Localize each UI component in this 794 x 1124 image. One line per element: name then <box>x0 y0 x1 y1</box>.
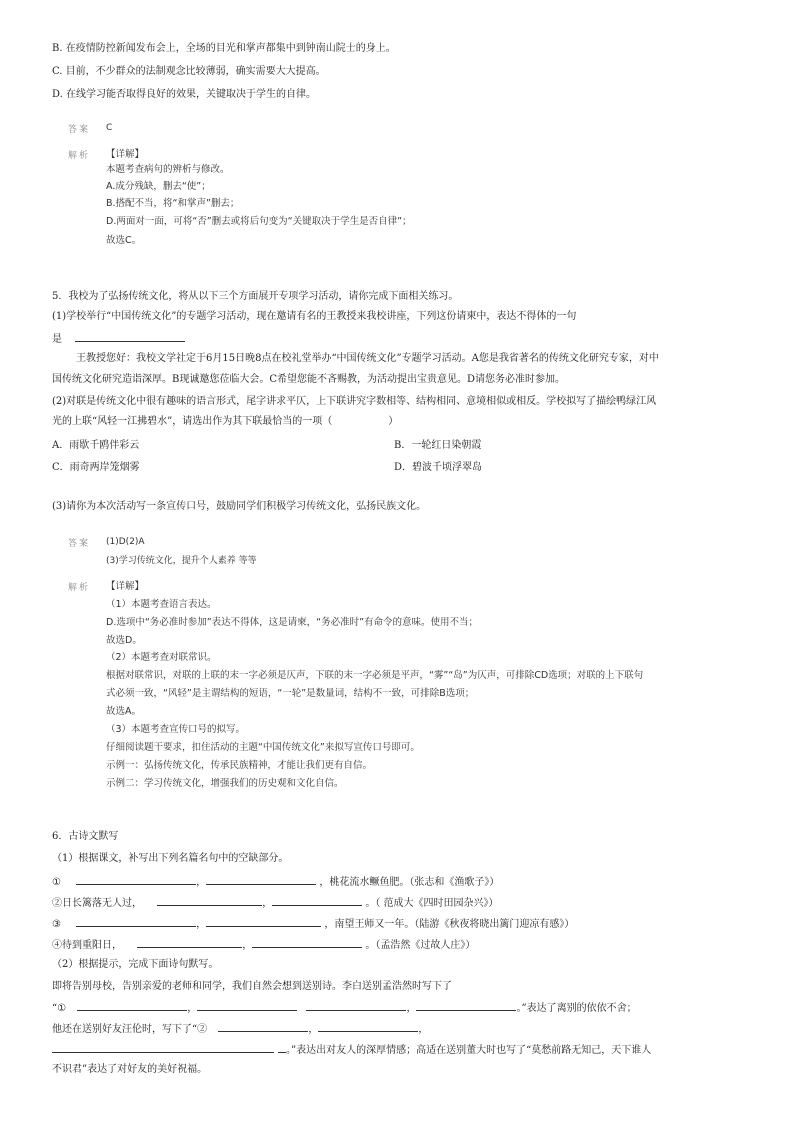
q6-para-line3: 他还在送别好友汪伦时，写下了“② ， ， <box>52 1021 428 1037</box>
q6-para-blank3[interactable] <box>306 1000 406 1011</box>
q6-line4-blank1[interactable] <box>137 937 242 948</box>
q5-part1-tail: 是 <box>52 331 185 347</box>
q6-line3-blank1[interactable] <box>76 916 196 927</box>
q5-analysis-line: 故选A。 <box>106 706 141 717</box>
q6-sub2: （2）根据提示，完成下面诗句默写。 <box>52 959 219 970</box>
q5-stem: 5．我校为了弘扬传统文化，将从以下三个方面展开专项学习活动，请你完成下面相关练习。 <box>52 291 459 302</box>
q6-line4: ④待到重阳日， ， 。（孟浩然《过故人庄》） <box>52 937 475 953</box>
q5-option-c: C．雨奇两岸笼烟雾 <box>52 462 140 473</box>
q5-analysis-line: （1）本题考查语言表达。 <box>106 599 217 610</box>
q6-para-blank6[interactable] <box>318 1021 418 1032</box>
q5-analysis-line: 式必须一致，“风轻”是主谓结构的短语，“一轮”是数量词，结构不一致，可排除B选项； <box>106 688 475 699</box>
q6-line2: ②日长篱落无人过， ， 。（ 范成大《四时田园杂兴》） <box>52 895 499 911</box>
q5-analysis-line: 【详解】 <box>106 581 145 592</box>
q6-para-blank1[interactable] <box>77 1000 187 1011</box>
q5-option-b: B．一轮红日染朝霞 <box>394 440 482 451</box>
q6-line4-blank2[interactable] <box>252 937 362 948</box>
q5-analysis-line: 示例一：弘扬传统文化，传承民族精神，才能让我们更有自信。 <box>106 760 373 771</box>
q5-part2-text: (2)对联是传统文化中很有趣味的语言形式，尾字讲求平仄，上下联讲究字数相等、结构相同、意境相似或相反。学校拟写了描绘鸭绿江风 <box>52 396 657 407</box>
q6-line2-blank2[interactable] <box>272 895 362 906</box>
q4-option-c: C. 目前，不少群众的法制观念比较薄弱，确实需要大大提高。 <box>52 66 326 77</box>
q4-analysis-label: 解析 <box>68 151 91 161</box>
q5-letter-line1: 王教授您好：我校文学社定于6月15日晚8点在校礼堂举办“中国传统文化”专题学习活动。A您是我省著名的传统文化研究专家，对中 <box>76 353 659 364</box>
q6-para-blank4[interactable] <box>416 1000 516 1011</box>
q6-sub1: （1）根据课文，补写出下列名篇名句中的空缺部分。 <box>52 853 289 864</box>
q6-line3: ③ ， ，南望王师又一年。（陆游《秋夜将晓出篱门迎凉有感》） <box>52 916 574 932</box>
q4-option-b: B. 在疫情防控新闻发布会上，全场的目光和掌声都集中到钟南山院士的身上。 <box>52 43 396 54</box>
q5-part1-text: (1)学校举行“中国传统文化”的专题学习活动，现在邀请有名的王教授来我校讲座，下列这份请柬中，表达不得体的一句 <box>52 311 577 322</box>
q4-analysis-line: B.搭配不当，将“和掌声”删去； <box>106 198 240 209</box>
q5-letter-line2: 国传统文化研究造诣深厚。B现诚邀您莅临大会。C希望您能不吝赐教，为活动提出宝贵意见。D请您务必准时参加。 <box>52 374 566 385</box>
q5-part1-blank[interactable] <box>75 331 185 342</box>
q6-line1-blank2[interactable] <box>206 874 316 885</box>
q5-analysis-line: 示例二：学习传统文化，增强我们的历史观和文化自信。 <box>106 778 344 789</box>
q5-analysis-line: （3）本题考查宣传口号的拟写。 <box>106 724 246 735</box>
q6-para-line5: 不识君”表达了对好友的美好祝福。 <box>52 1064 208 1075</box>
q5-option-a: A．雨歇千鸥伴彩云 <box>52 440 140 451</box>
q5-part2-tail: 光的上联“风轻一江拂碧水”，请选出作为其下联最恰当的一项（ ） <box>52 416 399 427</box>
q4-analysis-line: 本题考查病句的辨析与修改。 <box>106 164 230 175</box>
q6-line1-blank1[interactable] <box>76 874 196 885</box>
q4-answer: C <box>106 123 113 133</box>
q6-line2-blank1[interactable] <box>157 895 262 906</box>
q6-line1: ① ， ，桃花流水鳜鱼肥。（张志和《渔歌子》） <box>52 874 499 890</box>
q5-analysis-line: （2）本题考查对联常识。 <box>106 652 217 663</box>
q4-answer-label: 答案 <box>68 125 91 135</box>
q5-option-d: D．碧波千顷浮翠岛 <box>394 462 483 473</box>
q5-analysis-label: 解析 <box>68 583 91 593</box>
q5-analysis-line: D.选项中“务必准时参加”表达不得体，这是请柬，“务必准时”有命令的意味。使用不当； <box>106 617 479 628</box>
q4-option-d: D. 在线学习能否取得良好的效果，关键取决于学生的自律。 <box>52 89 317 100</box>
q6-para-blank8[interactable] <box>278 1042 286 1053</box>
q4-analysis-line: D.两面对一面，可将“否”删去或将后句变为“关键取决于学生是否自律”； <box>106 216 412 227</box>
q4-analysis-line: 故选C。 <box>106 235 142 246</box>
q5-analysis-line: 根据对联常识，对联的上联的末一字必须是仄声，下联的末一字必须是平声，“雾”“岛”为仄声，可排除CD选项；对联的上下联句 <box>106 670 644 681</box>
q5-answer-line1: (1)D(2)A <box>106 537 145 547</box>
q6-para-line4: 。”表达出对友人的深厚情感；高适在送别董大时也写了“莫愁前路无知己，天下谁人 <box>52 1042 651 1058</box>
q4-analysis-line: 【详解】 <box>106 149 145 160</box>
q5-answer-label: 答案 <box>68 539 91 549</box>
q6-para-blank2[interactable] <box>197 1000 297 1011</box>
q6-para-blank7[interactable] <box>52 1042 274 1053</box>
q6-line3-blank2[interactable] <box>206 916 321 927</box>
q4-analysis-line: A.成分残缺，删去“使”； <box>106 181 211 192</box>
q5-analysis-line: 仔细阅读题干要求，扣住活动的主题“中国传统文化”来拟写宣传口号即可。 <box>106 742 420 753</box>
q5-analysis-line: 故选D。 <box>106 635 142 646</box>
q6-para-line2: “① ， ， 。”表达了离别的依依不舍； <box>52 1000 637 1016</box>
q5-part3-text: (3)请你为本次活动写一条宣传口号，鼓励同学们积极学习传统文化，弘扬民族文化。 <box>52 501 427 512</box>
q6-para-blank5[interactable] <box>218 1021 308 1032</box>
q6-stem: 6．古诗文默写 <box>52 831 119 842</box>
q6-para-line1: 即将告别母校，告别亲爱的老师和同学，我们自然会想到送别诗。李白送别孟浩然时写下了 <box>52 981 452 992</box>
q5-answer-line2: (3)学习传统文化，提升个人素养 等等 <box>106 556 257 566</box>
